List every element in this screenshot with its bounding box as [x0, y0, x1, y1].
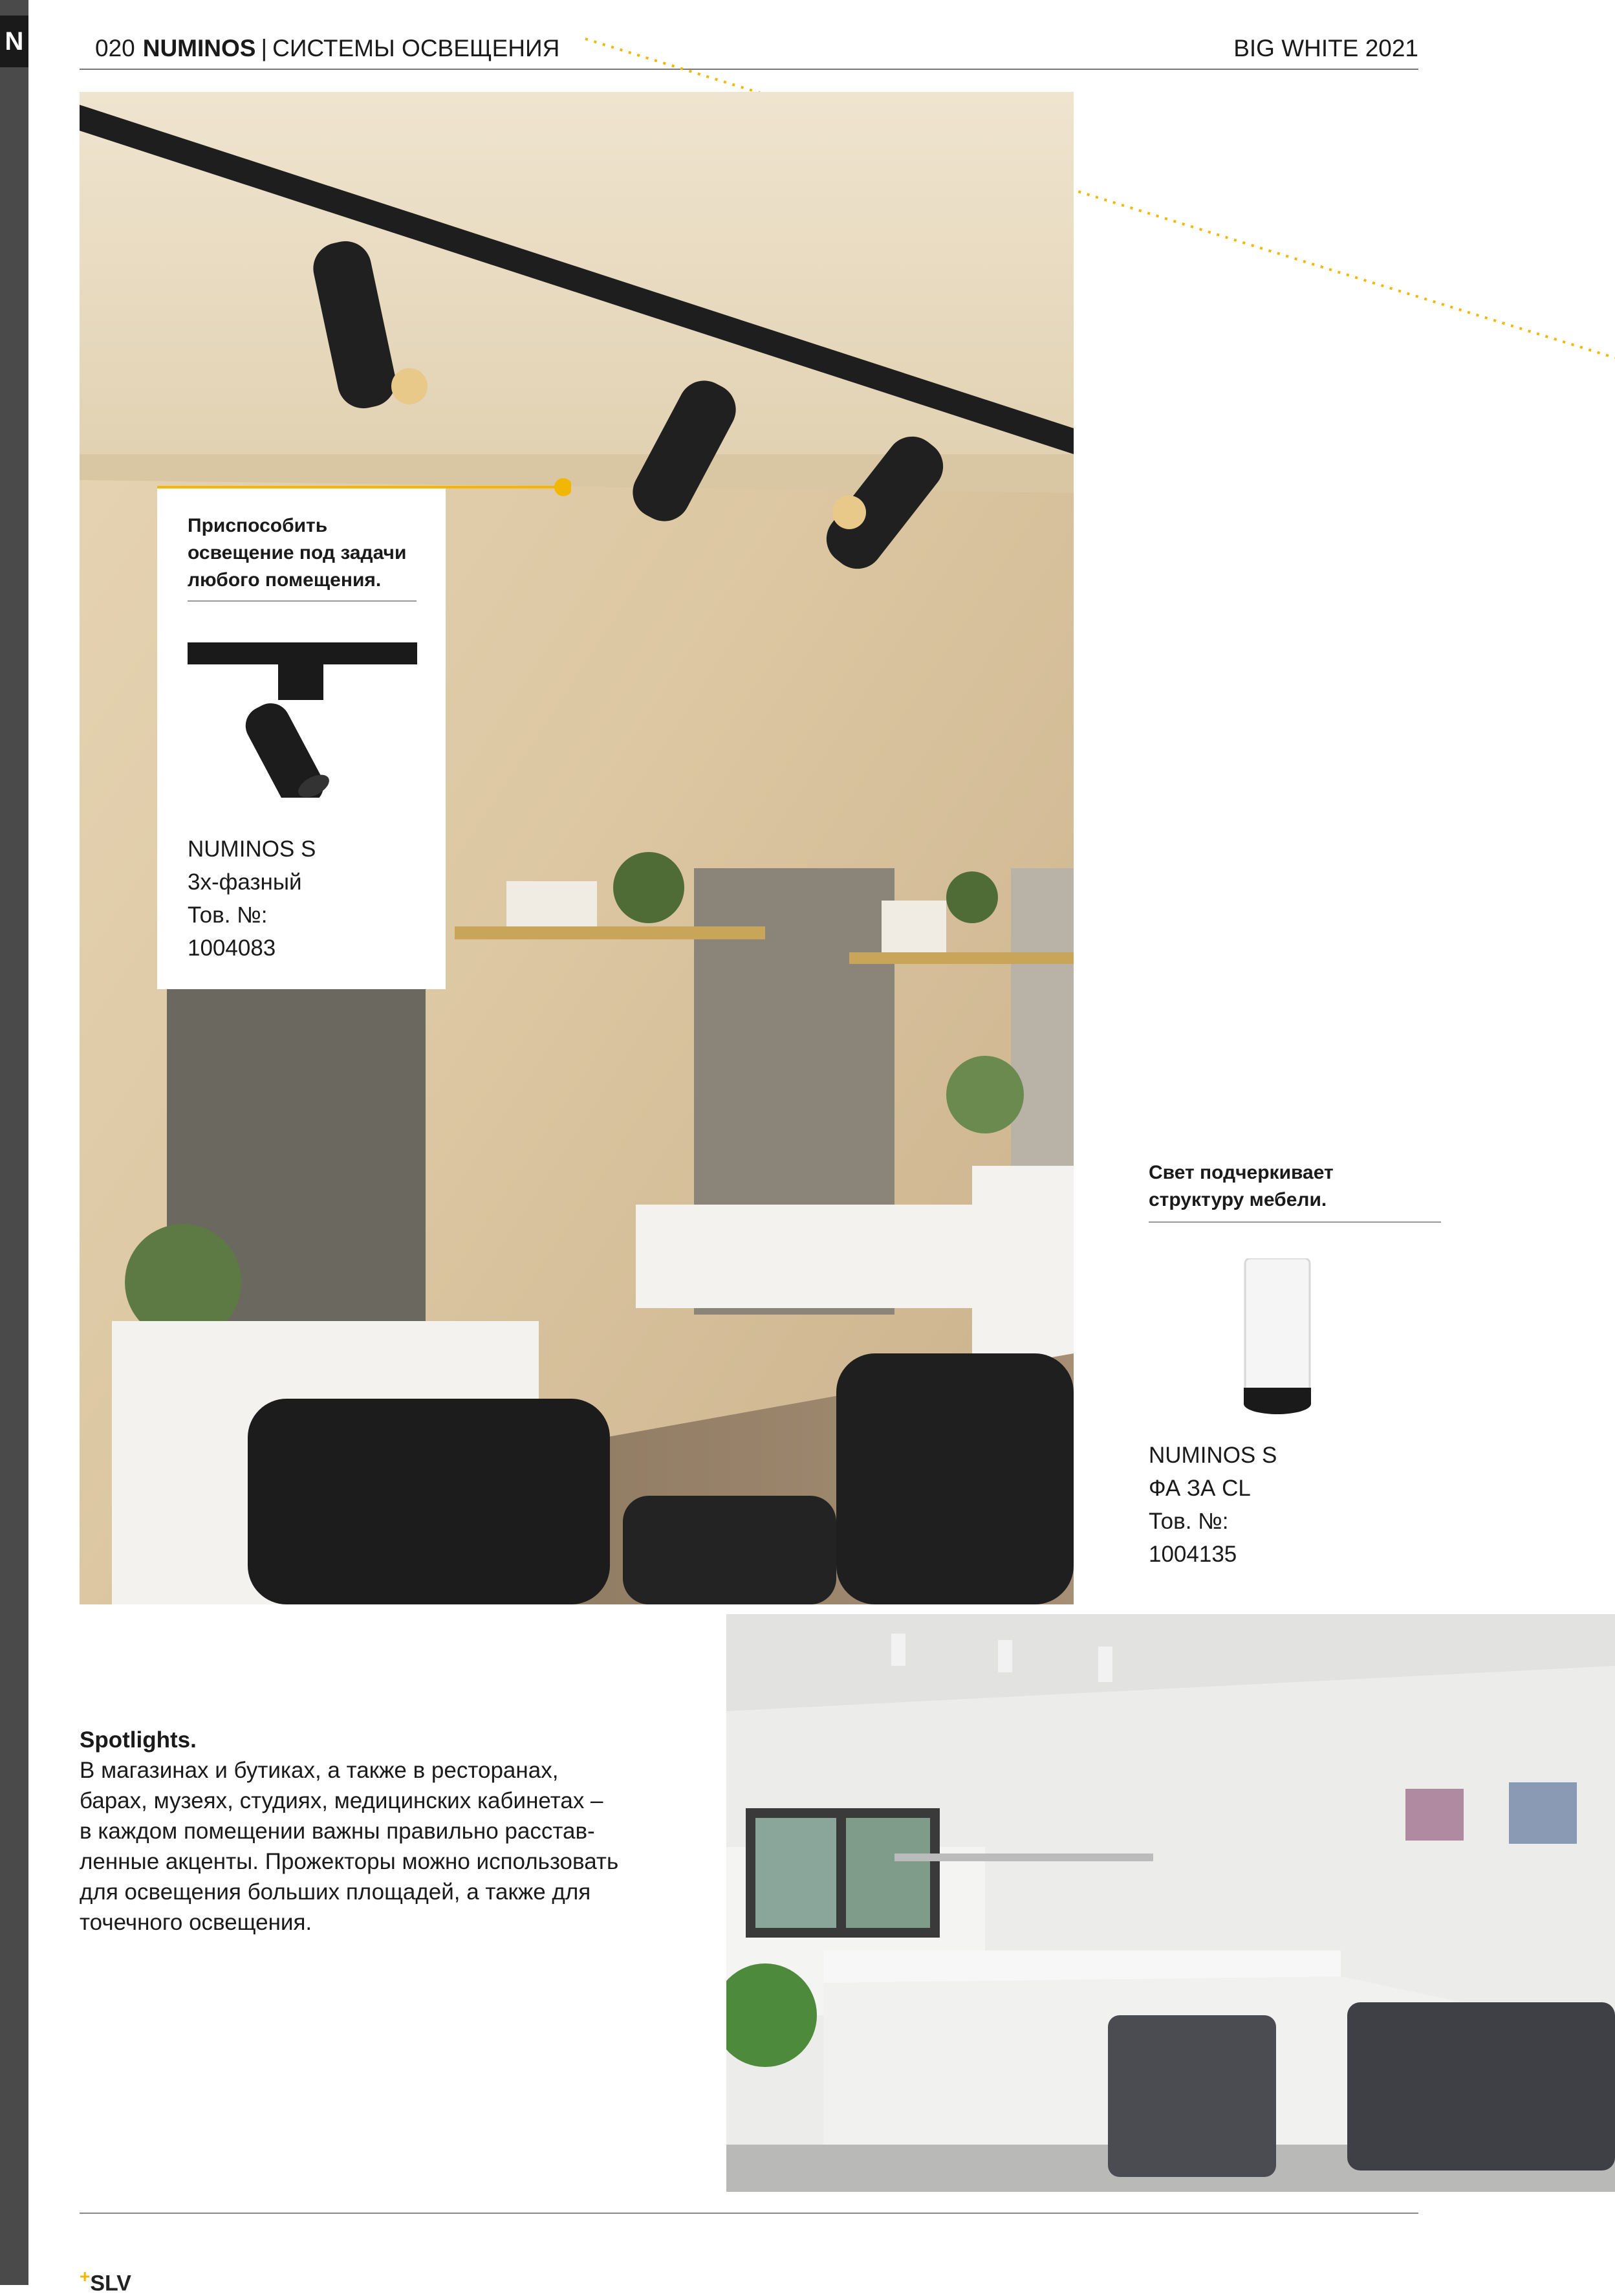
- slv-logo[interactable]: [80, 2266, 131, 2296]
- surface-spotlight-product-image: [1239, 1258, 1316, 1423]
- caption-line: Свет подчеркивает: [1149, 1162, 1334, 1183]
- callout-divider: [188, 600, 417, 602]
- spotlights-heading: Spotlights.: [80, 1727, 197, 1753]
- logo-text: SLV: [90, 2271, 131, 2296]
- header-separator: |: [261, 35, 268, 61]
- section-letter-tab[interactable]: N: [0, 16, 28, 67]
- body-line: в каждом помещении важны правильно расстав-: [80, 1819, 595, 1844]
- logo-plus-mark: +: [80, 2266, 91, 2286]
- footer-rule: [80, 2213, 1418, 2214]
- body-line: В магазинах и бутиках, а также в ресторанах,: [80, 1758, 559, 1783]
- product-name: NUMINOS S: [1149, 1443, 1277, 1468]
- body-line: ленные акценты. Прожекторы можно использовать: [80, 1849, 619, 1874]
- page-number: 020: [95, 35, 135, 61]
- caption-line: любого помещения.: [188, 569, 382, 591]
- product-variant: 3х-фазный: [188, 869, 302, 895]
- product-details-2: [1149, 1439, 1277, 1571]
- product-details: [188, 833, 316, 965]
- callout-divider-2: [1149, 1221, 1441, 1223]
- caption-line: Приспособить: [188, 515, 328, 536]
- caption-line: освещение под задачи: [188, 542, 407, 563]
- section-title: СИСТЕМЫ ОСВЕЩЕНИЯ: [272, 35, 560, 61]
- brand-name: NUMINOS: [142, 35, 256, 61]
- body-line: барах, музеях, студиях, медицинских кабинетах –: [80, 1788, 603, 1813]
- callout-caption: [188, 512, 433, 594]
- article-label: Тов. №:: [188, 902, 268, 928]
- body-line: точечного освещения.: [80, 1910, 312, 1935]
- spotlights-text-block: [80, 1725, 700, 1938]
- article-number: 1004135: [1149, 1542, 1237, 1567]
- product-callout-track: [157, 488, 446, 989]
- caption-line: структуру мебели.: [1149, 1189, 1327, 1210]
- article-number: 1004083: [188, 935, 276, 961]
- lounge-photo: [726, 1614, 1615, 2192]
- product-name: NUMINOS S: [188, 836, 316, 862]
- callout-caption-2: [1149, 1159, 1420, 1214]
- product-variant: ФА ЗА CL: [1149, 1476, 1251, 1501]
- body-line: для освещения больших площадей, а также для: [80, 1879, 591, 1905]
- article-label: Тов. №:: [1149, 1509, 1229, 1534]
- catalog-title: BIG WHITE 2021: [1233, 35, 1418, 61]
- track-spotlight-product-image: [188, 642, 417, 798]
